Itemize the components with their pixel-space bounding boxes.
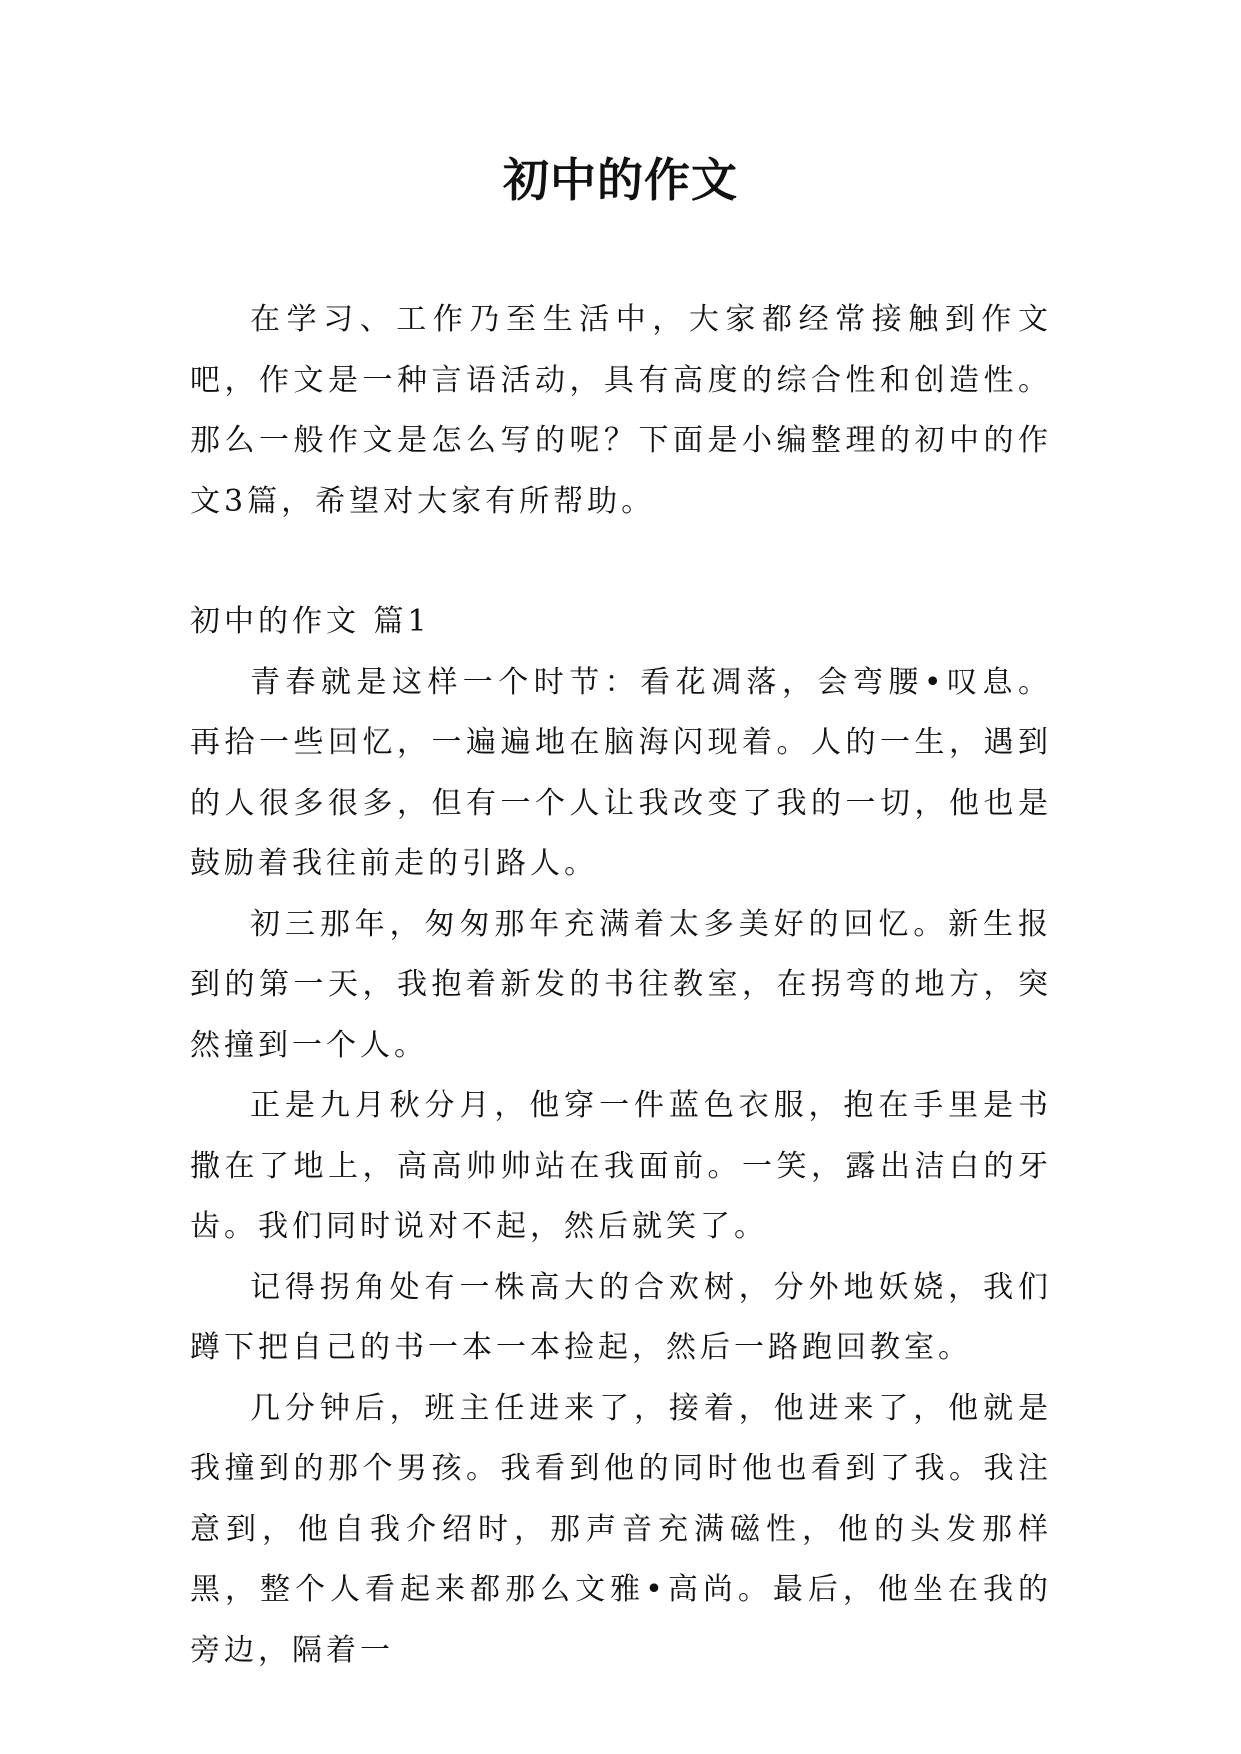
section-heading: 初中的作文 篇1 (190, 604, 431, 639)
essay-paragraph-3: 正是九月秋分月，他穿一件蓝色衣服，抱在手里是书撒在了地上，高高帅帅站在我面前。一笑，露出洁白的牙齿。我们同时说对不起，然后就笑了。 (190, 1088, 1052, 1244)
intro-paragraph: 在学习、工作乃至生活中，大家都经常接触到作文吧，作文是一种言语活动，具有高度的综合性和创造性。那么一般作文是怎么写的呢？下面是小编整理的初中的作文3篇，希望对大家有所帮助。 (190, 302, 1052, 519)
essay-paragraph-2: 初三那年，匆匆那年充满着太多美好的回忆。新生报到的第一天，我抱着新发的书往教室，在拐弯的地方，突然撞到一个人。 (190, 906, 1052, 1063)
essay-paragraph-5: 几分钟后，班主任进来了，接着，他进来了，他就是我撞到的那个男孩。我看到他的同时他也看到了我。我注意到，他自我介绍时，那声音充满磁性，他的头发那样黑，整个人看起来都那么文雅•高尚。最后，他坐在我的旁边，隔着一 (190, 1390, 1052, 1668)
essay-paragraph-4: 记得拐角处有一株高大的合欢树，分外地妖娆，我们蹲下把自己的书一本一本捡起，然后一路跑回教室。 (190, 1269, 1052, 1365)
section-spacer (190, 532, 1052, 592)
document-title: 初中的作文 (503, 153, 738, 207)
document-body (190, 290, 1052, 1681)
essay-paragraph-1: 青春就是这样一个时节：看花凋落，会弯腰•叹息。再拾一些回忆，一遍遍地在脑海闪现着。人的一生，遇到的人很多很多，但有一个人让我改变了我的一切，他也是鼓励着我往前走的引路人。 (190, 664, 1052, 881)
